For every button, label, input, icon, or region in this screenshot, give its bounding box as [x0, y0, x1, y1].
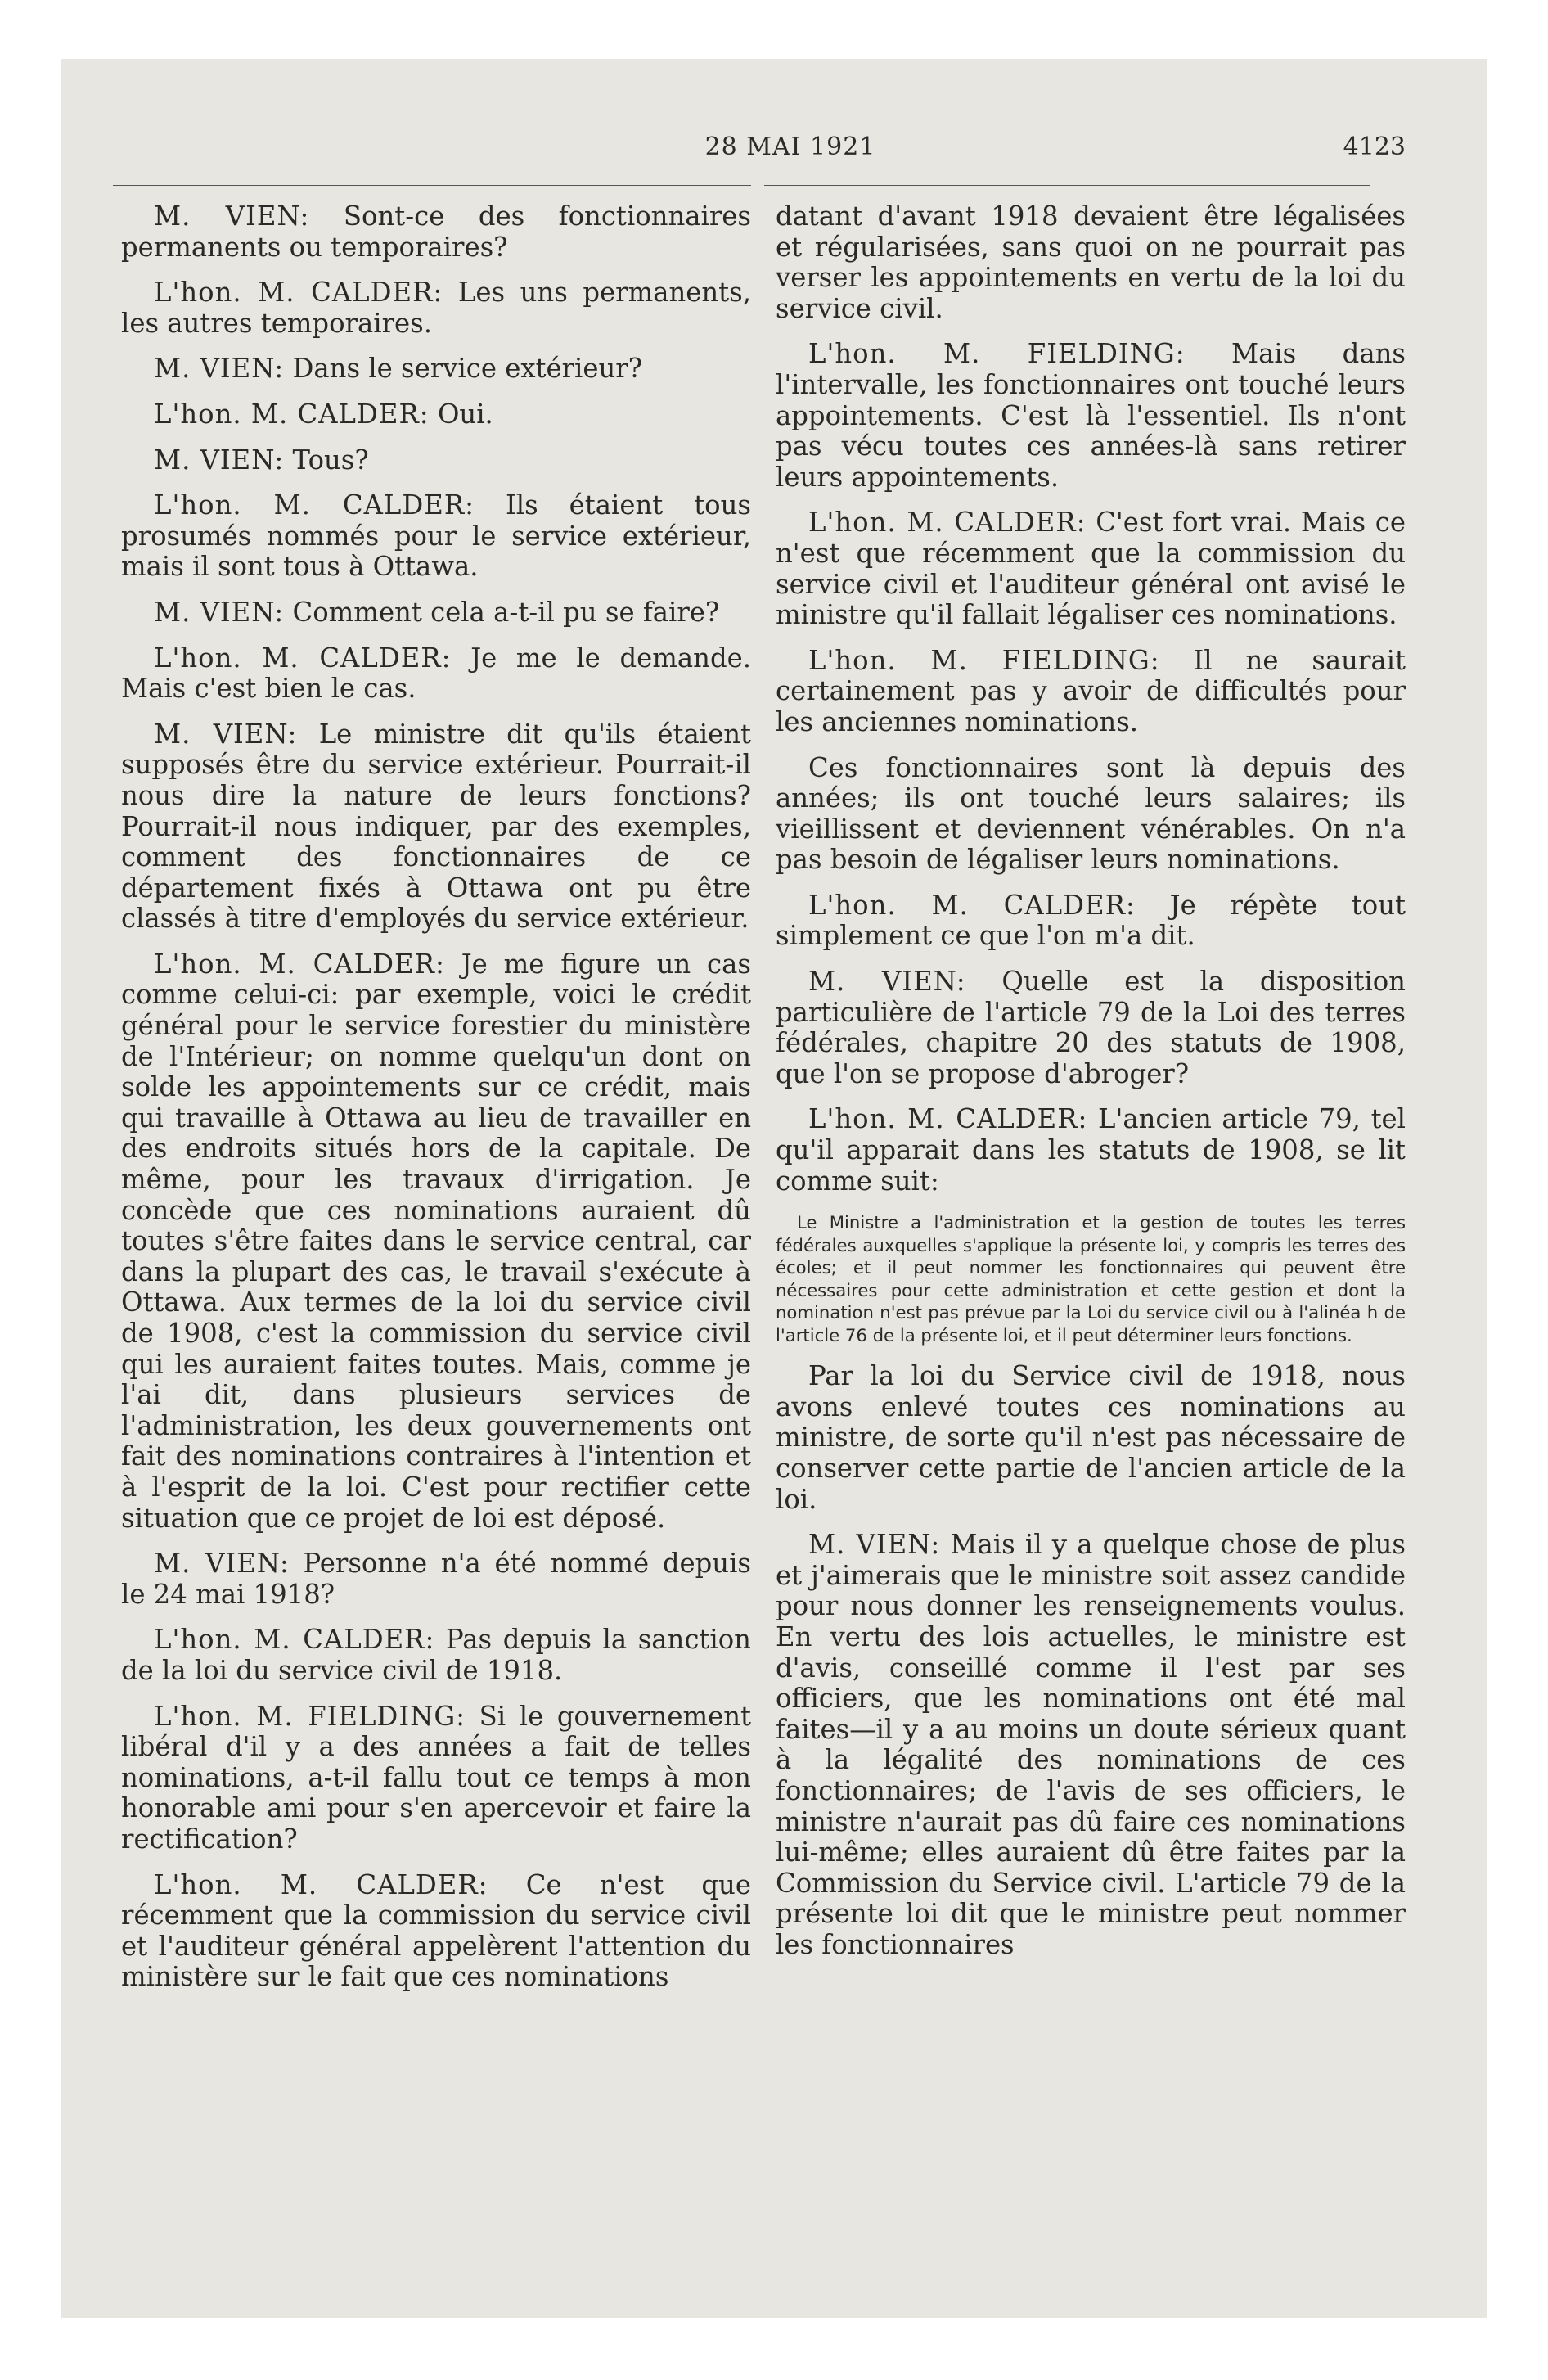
speech-text: Personne n'a été nommé depuis le 24 mai 1918? — [121, 1548, 752, 1610]
speech-text: Ces fonctionnaires sont là depuis des années; ils ont touché leurs salaires; ils vieillissent et deviennent vénérables. On n'a pas besoin de légaliser leurs nominations. — [776, 751, 1406, 876]
speaker-name: L'hon. M. FIELDING: — [154, 1700, 466, 1732]
speech-text: L'ancien article 79, tel qu'il apparait dans les statuts de 1908, se lit comme suit: — [776, 1103, 1406, 1197]
page-number: 4123 — [1343, 133, 1406, 161]
speech-text: Tous? — [292, 444, 369, 476]
speech-text: Les uns permanents, les autres temporaires. — [121, 277, 751, 339]
speaker-name: L'hon. M. CALDER: — [154, 948, 445, 980]
speech-text: C'est fort vrai. Mais ce n'est que récemment que la commission du service civil et l'auditeur général ont avisé le ministre qu'il fallait légaliser ces nominations. — [776, 507, 1406, 631]
speech-text: Par la loi du Service civil de 1918, nous avons enlevé toutes ces nominations au ministre, de sorte qu'il n'est pas nécessaire de conserver cette partie de l'ancien article de la loi. — [776, 1360, 1406, 1515]
speech-paragraph — [776, 1361, 1406, 1515]
speaker-name: L'hon. M. CALDER: — [808, 507, 1087, 539]
speech-paragraph — [121, 1548, 751, 1610]
speech-text: Comment cela a-t-il pu se faire? — [292, 596, 720, 628]
speaker-name: L'hon. M. FIELDING: — [808, 644, 1160, 676]
speech-text: Quelle est la disposition particulière de l'article 79 de la Loi des terres fédérales, chapitre 20 des statuts de 1908, que l'on se propose d'abroger? — [776, 966, 1406, 1089]
right-paragraphs-a — [776, 339, 1406, 1197]
speaker-name: L'hon. M. CALDER: — [154, 277, 443, 309]
speaker-name: L'hon. M. CALDER: — [154, 398, 430, 430]
speech-text: Ils étaient tous prosumés nommés pour le service extérieur, mais il sont tous à Ottawa. — [121, 489, 751, 583]
speech-text: Dans le service extérieur? — [292, 353, 643, 385]
speaker-name: L'hon. M. CALDER: — [154, 642, 452, 674]
speech-paragraph — [121, 1702, 751, 1855]
speaker-name: L'hon. M. CALDER: — [154, 1624, 435, 1656]
speech-paragraph — [776, 890, 1406, 952]
right-paragraphs-b — [776, 1361, 1406, 1960]
speech-text: Je me le demande. Mais c'est bien le cas. — [121, 642, 751, 705]
speaker-name: M. VIEN: — [154, 353, 285, 385]
speech-text: Mais dans l'intervalle, les fonctionnaires ont touché leurs appointements. C'est là l'essentiel. Ils n'ont pas vécu toutes ces années-là sans retirer leurs appointements. — [776, 338, 1406, 493]
speech-paragraph — [121, 597, 751, 629]
speech-paragraph — [776, 753, 1406, 876]
header-rule-left — [113, 185, 751, 186]
speech-paragraph — [776, 339, 1406, 493]
speech-text: Je me figure un cas comme celui-ci: par exemple, voici le crédit général pour le service forestier du ministère de l'Intérieur; on nomme quelqu'un dont on solde les appointements sur ce crédit, mais qui travaille à Ottawa au lieu de travailler en des endroits situés hors de la capitale. De même, pour les travaux d'irrigation. Je concède que ces nominations auraient dû toutes s'être faites dans le service central, car dans la plupart des cas, le travail s'exécute à Ottawa. Aux termes de la loi du service civil de 1908, c'est la commission du service civil qui les auraient faites toutes. Mais, comme je l'ai dit, dans plusieurs services de l'administration, les deux gouvernements ont fait des nominations contraires à l'intention et à l'esprit de la loi. C'est pour rectifier cette situation que ce projet de loi est déposé. — [121, 948, 751, 1534]
header-rule-right — [764, 185, 1370, 186]
speaker-name: M. VIEN: — [808, 966, 966, 998]
speaker-name: M. VIEN: — [154, 1548, 290, 1580]
page-header — [175, 124, 1406, 174]
speech-text: Je répète tout simplement ce que l'on m'a dit. — [776, 889, 1406, 952]
right-column — [776, 201, 1406, 1976]
speech-paragraph — [121, 354, 751, 385]
speaker-name: L'hon. M. FIELDING: — [808, 338, 1186, 370]
continuation-paragraph: datant d'avant 1918 devaient être légalisées et régularisées, sans quoi on ne pourrait pas verser les appointements en vertu de la loi du service civil. — [776, 201, 1406, 324]
speech-paragraph — [776, 507, 1406, 630]
speech-text: Sont-ce des fonctionnaires permanents ou temporaires? — [121, 201, 751, 263]
speech-paragraph — [776, 1104, 1406, 1197]
page-date: 28 MAI 1921 — [704, 133, 876, 161]
speech-paragraph — [121, 1625, 751, 1686]
speech-paragraph — [121, 1870, 751, 1993]
speech-paragraph — [121, 201, 751, 263]
speaker-name: M. VIEN: — [154, 444, 285, 476]
speech-paragraph — [776, 646, 1406, 738]
speaker-name: L'hon. M. CALDER: — [154, 489, 475, 521]
speaker-name: L'hon. M. CALDER: — [808, 1103, 1088, 1135]
left-column — [121, 201, 751, 2008]
speech-paragraph — [776, 967, 1406, 1089]
speech-text: Ce n'est que récemment que la commission du service civil et l'auditeur général appelèrent l'attention du ministère sur le fait que ces nominations — [121, 1868, 751, 1993]
speech-text: Oui. — [437, 398, 493, 430]
speaker-name: M. VIEN: — [154, 718, 298, 750]
speaker-name: M. VIEN: — [808, 1529, 941, 1561]
speech-text: Pas depuis la sanction de la loi du service civil de 1918. — [121, 1624, 751, 1686]
speaker-name: M. VIEN: — [154, 596, 285, 628]
speech-text: Si le gouvernement libéral d'il y a des années a fait de telles nominations, a-t-il fallu tout ce temps à mon honorable ami pour s'en apercevoir et faire la rectification? — [121, 1700, 751, 1855]
speech-paragraph — [121, 277, 751, 339]
speech-paragraph — [121, 949, 751, 1534]
speech-paragraph — [776, 1530, 1406, 1960]
speaker-name: L'hon. M. CALDER: — [808, 889, 1136, 921]
speech-paragraph — [121, 719, 751, 935]
speech-paragraph — [121, 643, 751, 705]
speaker-name: M. VIEN: — [154, 201, 310, 232]
speech-text: Mais il y a quelque chose de plus et j'aimerais que le ministre soit assez candide pour nous donner les renseignements voulus. En vertu des lois actuelles, le ministre est d'avis, conseillé comme il l'est par ses officiers, que les nominations ont été mal faites—il y a au moins un doute sérieux quant à la légalité des nominations de ces fonctionnaires; de l'avis de ses officiers, le ministre n'aurait pas dû faire ces nominations lui-même; elles auraient dû être faites par la Commission du Service civil. L'article 79 de la présente loi dit que le ministre peut nommer les fonctionnaires — [776, 1529, 1406, 1960]
speech-text: Le ministre dit qu'ils étaient supposés être du service extérieur. Pourrait-il nous dire la nature de leurs fonctions? Pourrait-il nous indiquer, par des exemples, comment des fonctionnaires de ce département fixés à Ottawa ont pu être classés à titre d'employés du service extérieur. — [121, 718, 751, 935]
speech-paragraph — [121, 490, 751, 583]
speech-paragraph — [121, 399, 751, 430]
speech-paragraph — [121, 445, 751, 476]
speech-text: Il ne saurait certainement pas y avoir de difficultés pour les anciennes nominations. — [776, 644, 1406, 737]
page-sheet — [61, 59, 1487, 2318]
statute-quote: Le Ministre a l'administration et la gestion de toutes les terres fédérales auxquelles s'applique la présente loi, y compris les terres des écoles; et il peut nommer les fonctionnaires qui peuvent être nécessaires pour cette administration et cette gestion et dont la nomination n'est pas prévue par la Loi du service civil ou à l'alinéa h de l'article 76 de la présente loi, et il peut déterminer leurs fonctions. — [776, 1212, 1406, 1346]
speaker-name: L'hon. M. CALDER: — [154, 1868, 488, 1900]
